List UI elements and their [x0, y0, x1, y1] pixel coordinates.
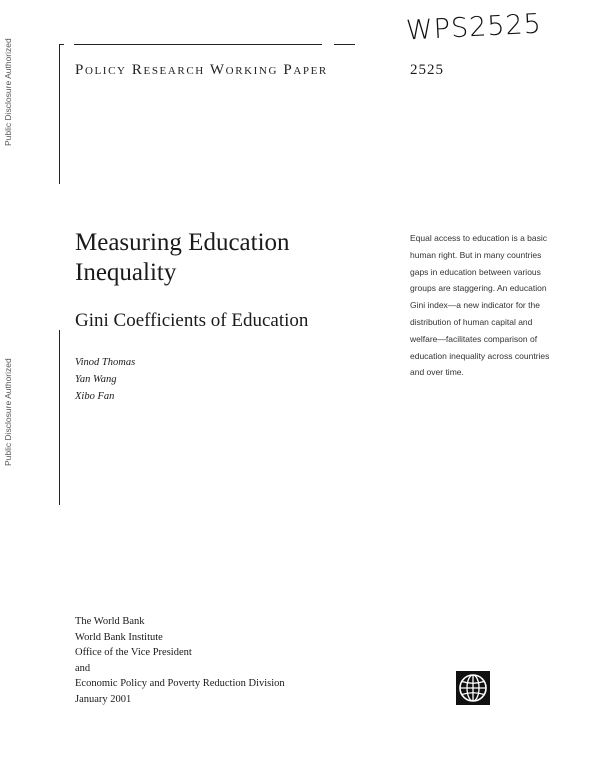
paper-title: Measuring Education Inequality — [75, 229, 290, 286]
org-line: Office of the Vice President — [75, 647, 192, 658]
organization-block — [75, 614, 285, 707]
date-line: January 2001 — [75, 693, 132, 705]
disclosure-label-bottom: Public Disclosure Authorized — [3, 358, 13, 466]
org-line: Economic Policy and Poverty Reduction Division — [75, 678, 285, 689]
world-bank-logo-icon — [456, 671, 490, 705]
org-line: and — [75, 662, 91, 674]
handwritten-stamp: WPS2525 — [405, 8, 543, 47]
series-title: Policy Research Working Paper — [75, 62, 328, 78]
paper-number: 2525 — [410, 62, 444, 78]
abstract-text: Equal access to education is a basic human right. But in many countries gaps in education between various groups are staggering. An education Gini index—a new indicator for the distribution of human capital and welfare—facilitates comparison of education inequality across countries and over time. — [410, 233, 550, 378]
org-line: The World Bank — [75, 616, 145, 627]
left-rule-lower — [59, 330, 60, 505]
header-rule-right — [334, 44, 355, 45]
author-name: Yan Wang — [75, 374, 117, 385]
header-rule-tick — [60, 44, 64, 45]
paper-subtitle: Gini Coefficients of Education — [75, 310, 309, 331]
author-name: Vinod Thomas — [75, 357, 136, 368]
author-name: Xibo Fan — [75, 391, 115, 402]
author-list — [75, 354, 135, 405]
header-rule — [74, 44, 322, 45]
left-rule-upper — [59, 44, 60, 184]
disclosure-label-top: Public Disclosure Authorized — [3, 38, 13, 146]
org-line: World Bank Institute — [75, 631, 163, 643]
